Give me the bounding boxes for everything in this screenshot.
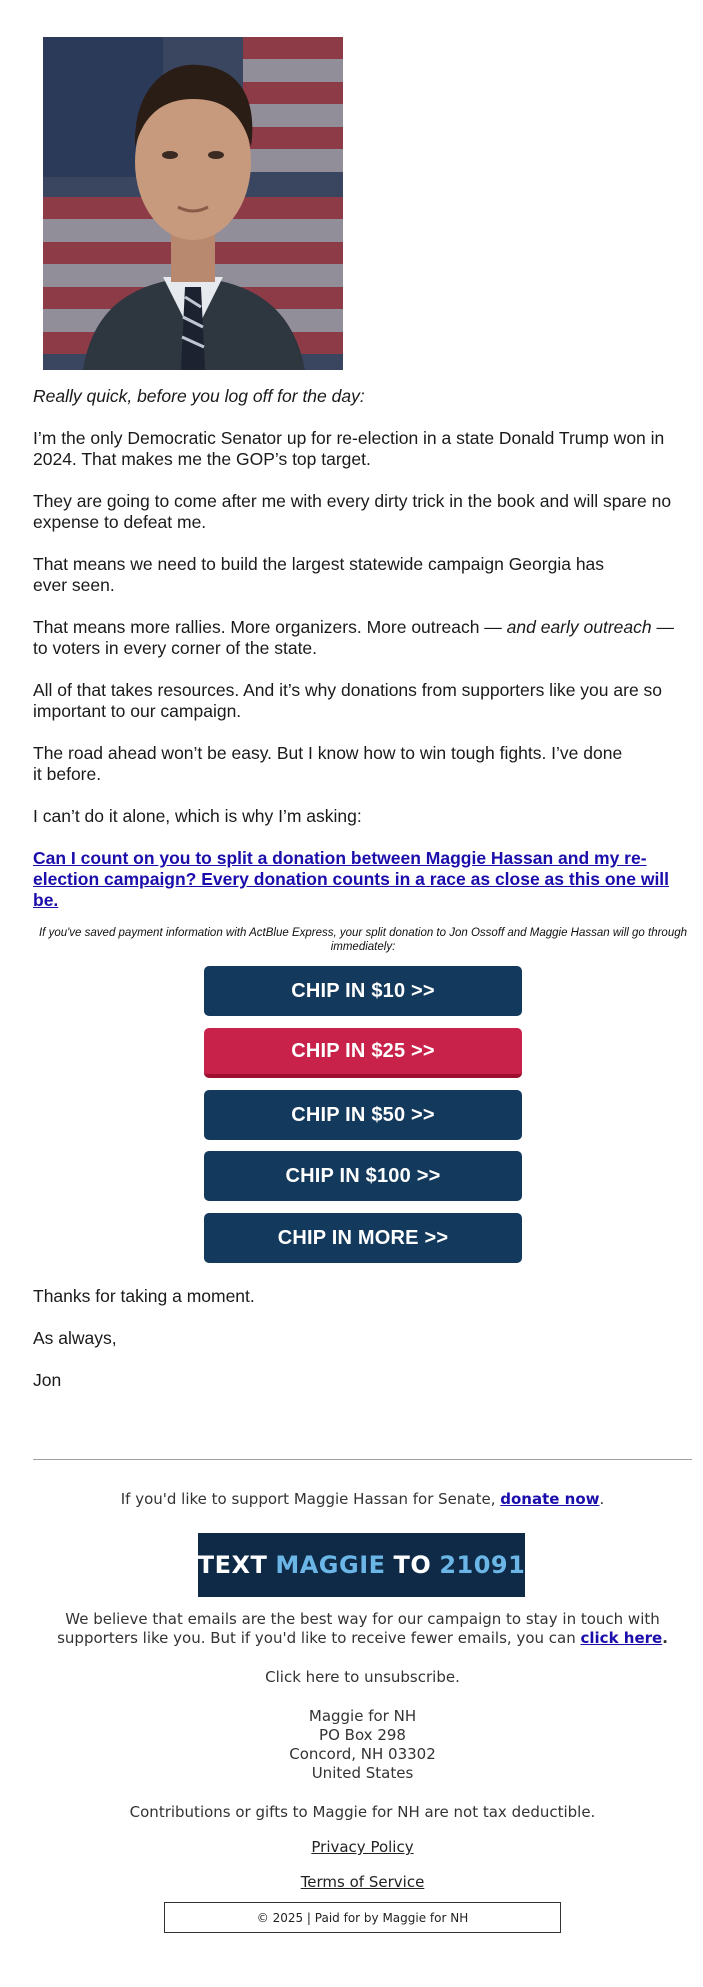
privacy-row (33, 1838, 692, 1857)
mailing-address (33, 1707, 692, 1783)
donate-now-link[interactable]: donate now (500, 1490, 600, 1508)
footer-divider (33, 1459, 692, 1460)
outreach-text-end: — to voters in every corner of the state. (33, 617, 674, 658)
actblue-express-note: If you've saved payment information with ActBlue Express, your split donation to Jon Ossoff and Maggie Hassan will go through immediately: (38, 927, 688, 953)
copyright-box: © 2025 | Paid for by Maggie for NH (164, 1902, 561, 1933)
letter-paragraph: That means we need to build the largest statewide campaign Georgia has ever seen. (33, 554, 605, 595)
signoff (33, 1286, 693, 1412)
click-here-link[interactable]: click here (580, 1629, 663, 1647)
email-preferences-text: We believe that emails are the best way for our campaign to stay in touch with supporters like you. But if you'd like to receive fewer emails, you can click here. (57, 1610, 668, 1647)
support-line: If you'd like to support Maggie Hassan for Senate, donate now. (120, 1490, 605, 1508)
chip-in-25-button[interactable]: CHIP IN $25 >> (204, 1028, 522, 1078)
emails-text: We believe that emails are the best way for our campaign to stay in touch with supporters like you. But if you'd like to receive fewer emails, you can (57, 1610, 660, 1647)
thanks-text: Thanks for taking a moment. (33, 1286, 255, 1306)
letter-paragraph: I’m the only Democratic Senator up for re-election in a state Donald Trump won in 2024. That makes me the GOP’s top target. (33, 428, 665, 469)
address-line: Concord, NH 03302 (289, 1745, 436, 1763)
support-text: If you'd like to support Maggie Hassan for Senate, (120, 1490, 501, 1508)
letter-paragraph: I can’t do it alone, which is why I’m asking: (33, 806, 362, 826)
letter-paragraph-outreach (33, 617, 693, 659)
text-maggie-banner[interactable] (198, 1533, 525, 1597)
letter-paragraph: All of that takes resources. And it’s why donations from supporters like you are so important to our campaign. (33, 680, 663, 721)
candidate-photo (43, 37, 343, 370)
unsubscribe-link[interactable]: Click here to unsubscribe. (265, 1668, 460, 1686)
address-line: United States (311, 1764, 414, 1782)
chip-in-50-button[interactable]: CHIP IN $50 >> (204, 1090, 522, 1140)
banner-name: MAGGIE (275, 1551, 386, 1579)
address-line: PO Box 298 (319, 1726, 406, 1744)
banner-text-word: TEXT (197, 1551, 268, 1579)
donation-ask-link[interactable]: Can I count on you to split a donation between Maggie Hassan and my re-election campaign? Every donation counts in a race as close as this one will be. (33, 848, 670, 910)
outreach-text: That means more rallies. More organizers. More outreach — (33, 617, 507, 637)
chip-in-more-button[interactable]: CHIP IN MORE >> (204, 1213, 522, 1263)
signature-name: Jon (33, 1370, 62, 1390)
tax-note: Contributions or gifts to Maggie for NH are not tax deductible. (129, 1803, 596, 1821)
letter-intro: Really quick, before you log off for the day: (33, 386, 365, 406)
chip-in-100-button[interactable]: CHIP IN $100 >> (204, 1151, 522, 1201)
letter-paragraph: They are going to come after me with every dirty trick in the book and will spare no expense to defeat me. (33, 491, 672, 532)
outreach-italic: and early outreach (506, 617, 652, 637)
privacy-policy-link[interactable]: Privacy Policy (311, 1838, 414, 1856)
banner-to: TO (393, 1551, 432, 1579)
chip-in-10-button[interactable]: CHIP IN $10 >> (204, 966, 522, 1016)
banner-number: 21091 (439, 1551, 526, 1579)
closing-text: As always, (33, 1328, 117, 1348)
address-line: Maggie for NH (308, 1707, 417, 1725)
terms-of-service-link[interactable]: Terms of Service (300, 1873, 425, 1891)
letter-body (33, 386, 693, 929)
letter-paragraph: The road ahead won’t be easy. But I know how to win tough fights. I’ve done it before. (33, 743, 623, 784)
terms-row (33, 1873, 692, 1892)
